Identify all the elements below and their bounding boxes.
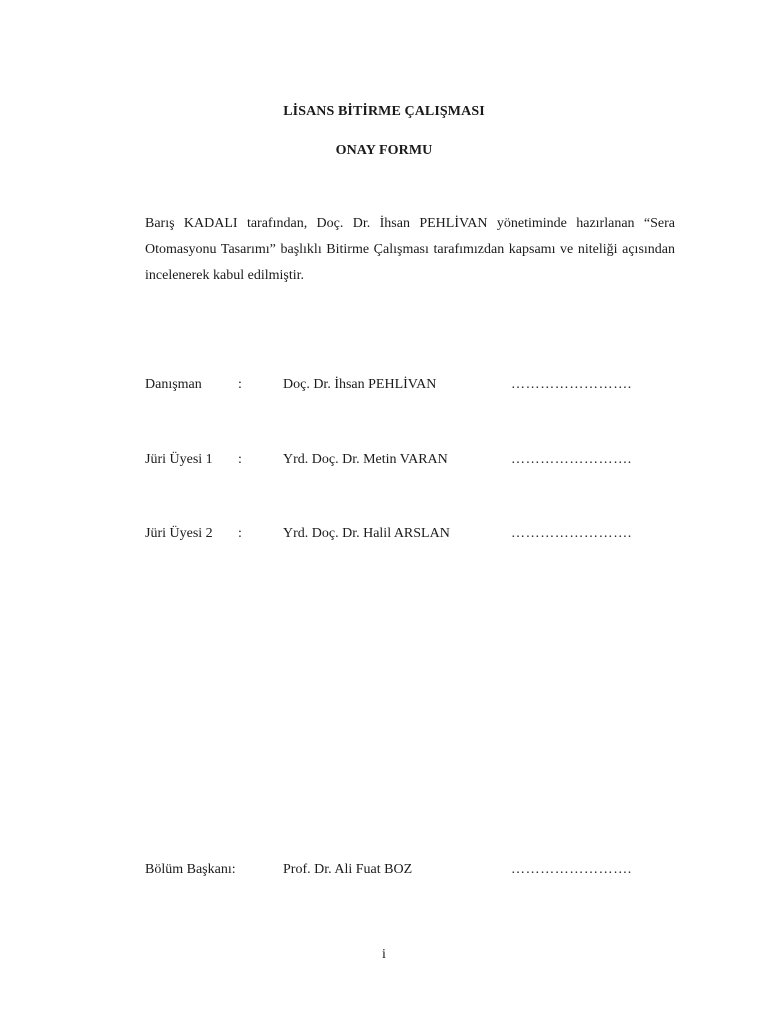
signature-name: Yrd. Doç. Dr. Metin VARAN: [283, 452, 448, 467]
signature-line: …………………….: [511, 452, 632, 467]
signature-name: Yrd. Doç. Dr. Halil ARSLAN: [283, 526, 450, 541]
signature-line: …………………….: [511, 526, 632, 541]
signature-colon: :: [238, 377, 242, 392]
signature-label: Danışman: [145, 377, 202, 392]
signature-name: Doç. Dr. İhsan PEHLİVAN: [283, 377, 437, 392]
document-subtitle: ONAY FORMU: [335, 143, 433, 158]
signature-colon: :: [238, 526, 242, 541]
signature-label: Jüri Üyesi 1: [145, 452, 213, 467]
signature-label: Bölüm Başkanı:: [145, 862, 236, 877]
signature-line: …………………….: [511, 862, 632, 877]
signature-label: Jüri Üyesi 2: [145, 526, 213, 541]
signature-name: Prof. Dr. Ali Fuat BOZ: [283, 862, 413, 877]
approval-paragraph: Barış KADALI tarafından, Doç. Dr. İhsan PEHLİVAN yönetiminde hazırlanan “Sera Otomasyonu Tasarımı” başlıklı Bitirme Çalışması tarafımızdan kapsamı ve niteliği açısından incelenerek kabul edilmiştir.: [145, 216, 675, 283]
page-number: i: [382, 947, 386, 962]
signature-line: …………………….: [511, 377, 632, 392]
signature-colon: :: [238, 452, 242, 467]
document-title: LİSANS BİTİRME ÇALIŞMASI: [283, 104, 485, 119]
